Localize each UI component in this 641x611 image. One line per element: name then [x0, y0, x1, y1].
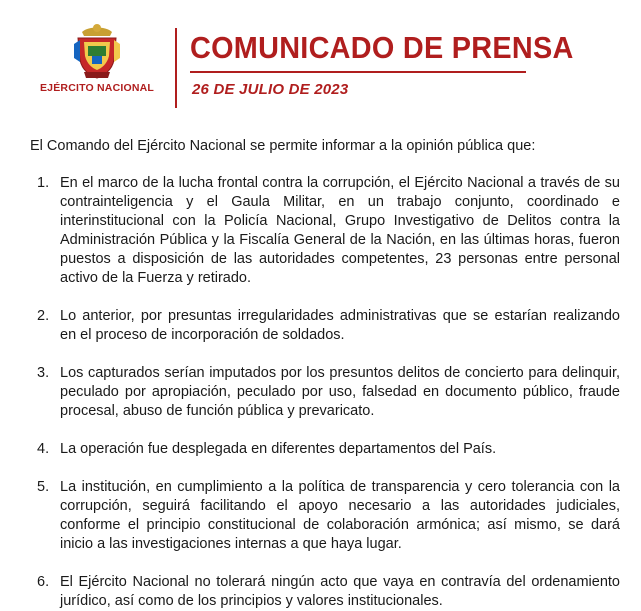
title-underline	[190, 71, 526, 73]
statement-item	[37, 478, 620, 554]
statement-item	[37, 307, 620, 345]
press-date: 26 DE JULIO DE 2023	[192, 81, 349, 98]
statement-list	[37, 174, 620, 611]
statement-item	[37, 573, 620, 611]
item-number: 3.	[37, 365, 50, 381]
item-text: El Ejército Nacional no tolerará ningún acto que vaya en contravía del ordenamiento jurídico, así como de los principios y valores institucionales.	[60, 574, 620, 609]
item-text: Los capturados serían imputados por los presuntos delitos de concierto para delinquir, peculado por apropiación, peculado por uso, falsedad en documento público, fraude procesal, abuso de función pública y prevaricato.	[60, 365, 620, 419]
statement-item	[37, 364, 620, 421]
item-number: 1.	[37, 175, 50, 191]
item-number: 2.	[37, 308, 50, 324]
item-number: 4.	[37, 441, 50, 457]
org-name: EJÉRCITO NACIONAL	[39, 82, 155, 94]
item-number: 6.	[37, 574, 50, 590]
item-text: La operación fue desplegada en diferentes departamentos del País.	[60, 441, 497, 457]
statement-item	[37, 174, 620, 288]
item-text: La institución, en cumplimiento a la política de transparencia y cero tolerancia con la corrupción, seguirá facilitando el apoyo necesario a las autoridades judiciales, conforme el principio constitucional de colaboración armónica; así mismo, se dará inicio a las investigaciones internas a que haya lugar.	[60, 479, 620, 552]
item-text: En el marco de la lucha frontal contra la corrupción, el Ejército Nacional a través de su contrainteligencia y el Gaula Militar, en un trabajo conjunto, coordinado e interinstitucional con la Policía Nacional, Grupo Investigativo de Delitos contra la Administración Pública y la Fiscalía General de la Nación, en las últimas horas, fueron puestos a disposición de las autoridades competentes, 23 personas entre personal activo de la Fuerza y retirado.	[60, 175, 620, 286]
intro-text: El Comando del Ejército Nacional se permite informar a la opinión pública que:	[30, 138, 536, 154]
header-divider-vertical	[175, 28, 177, 108]
press-header	[0, 0, 641, 120]
item-number: 5.	[37, 479, 50, 495]
page-title: COMUNICADO DE PRENSA	[190, 30, 574, 65]
item-text: Lo anterior, por presuntas irregularidades administrativas que se estarían realizando en el proceso de incorporación de soldados.	[60, 308, 620, 343]
logo-block	[28, 22, 168, 102]
statement-item	[37, 440, 620, 459]
army-crest-icon	[74, 22, 120, 80]
